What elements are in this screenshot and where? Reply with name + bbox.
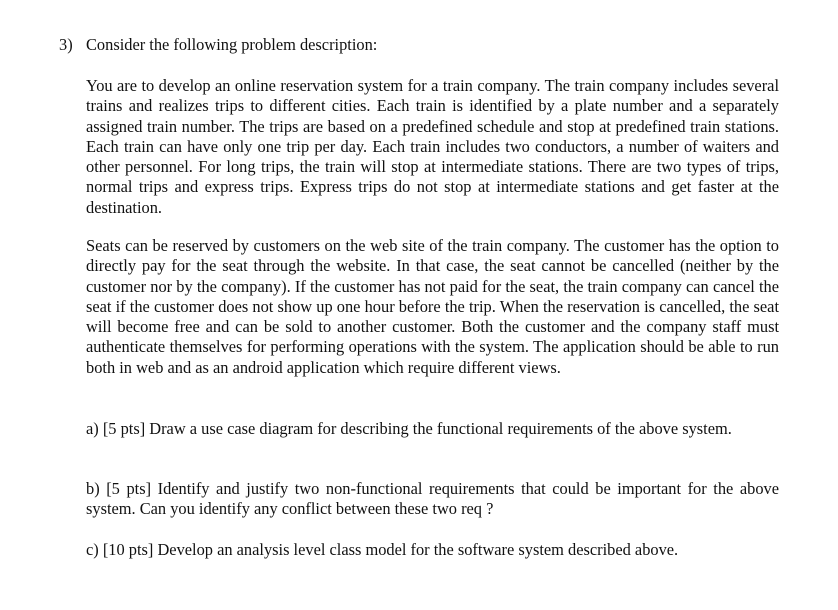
subquestion-c: c) [10 pts] Develop an analysis level class model for the software system described above. xyxy=(86,540,679,559)
question-number: 3) xyxy=(59,35,73,54)
description-paragraph-2: Seats can be reserved by customers on the web site of the train company. The customer has the option to directly pay for the seat through the website. In that case, the seat cannot be cancelled (neither by the customer nor by the company). If the customer has not paid for the seat, the train company can cancel the seat if the customer does not show up one hour before the trip. When the reservation is cancelled, the seat will become free and can be sold to another customer. Both the customer and the company staff must authenticate themselves for performing operations with the system. The application should be able to run both in web and as an android application which require different views. xyxy=(86,236,779,377)
question-intro: Consider the following problem description: xyxy=(86,35,378,54)
question-heading xyxy=(59,35,759,55)
description-paragraph-1: You are to develop an online reservation system for a train company. The train company includes several trains and realizes trips to different cities. Each train is identified by a plate number and a separately assigned train number. The trips are based on a predefined schedule and stop at predefined train stations. Each train can have only one trip per day. Each train includes two conductors, a number of waiters and other personnel. For long trips, the train will stop at intermediate stations. There are two types of trips, normal trips and express trips. Express trips do not stop at intermediate stations and get faster at the destination. xyxy=(86,76,779,217)
subquestion-b: b) [5 pts] Identify and justify two non-functional requirements that could be important for the above system. Can you identify any conflict between these two req ? xyxy=(86,479,779,519)
subquestion-a: a) [5 pts] Draw a use case diagram for describing the functional requirements of the above system. xyxy=(86,419,732,438)
